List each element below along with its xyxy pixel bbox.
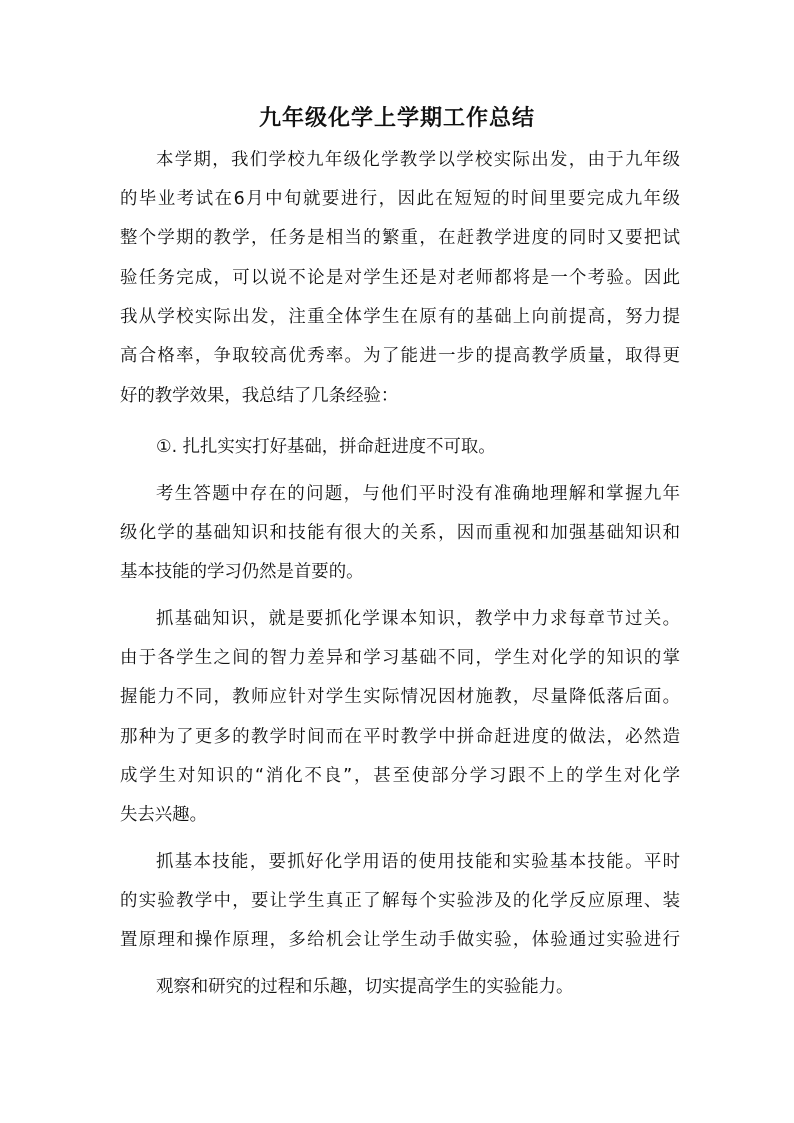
body-line: 置原理和操作原理，多给机会让学生动手做实验，体验通过实验进行: [120, 930, 680, 950]
body-line: 由于各学生之间的智力差异和学习基础不同，学生对化学的知识的掌: [120, 648, 680, 668]
body-line: 失去兴趣。: [120, 805, 207, 825]
body-line: 的实验教学中，要让学生真正了解每个实验涉及的化学反应原理、装: [120, 891, 680, 911]
body-line: 握能力不同，教师应针对学生实际情况因材施教，尽量降低落后面。: [120, 687, 680, 707]
body-line: 整个学期的教学，任务是相当的繁重，在赶教学进度的同时又要把试: [120, 228, 680, 248]
body-line: 级化学的基础知识和技能有很大的关系，因而重视和加强基础知识和: [120, 523, 680, 543]
body-line: 成学生对知识的“消化不良”，甚至使部分学习跟不上的学生对化学: [120, 766, 680, 786]
body-line: 验任务完成，可以说不论是对学生还是对老师都将是一个考验。因此: [120, 268, 680, 288]
body-line: 的毕业考试在6月中旬就要进行，因此在短短的时间里要完成九年级: [120, 189, 680, 209]
body-line: 基本技能的学习仍然是首要的。: [120, 562, 364, 582]
document-title: 九年级化学上学期工作总结: [258, 105, 535, 131]
body-line: 我从学校实际出发，注重全体学生在原有的基础上向前提高，努力提: [120, 307, 680, 327]
body-line: 观察和研究的过程和乐趣，切实提高学生的实验能力。: [156, 977, 574, 997]
body-line: 抓基本技能，要抓好化学用语的使用技能和实验基本技能。平时: [156, 852, 680, 872]
body-line: 考生答题中存在的问题，与他们平时没有准确地理解和掌握九年: [156, 484, 680, 504]
body-line: 那种为了更多的教学时间而在平时教学中拼命赶进度的做法，必然造: [120, 727, 680, 747]
body-line: 抓基础知识，就是要抓化学课本知识，教学中力求每章节过关。: [156, 609, 680, 629]
list-item: ①. 扎扎实实打好基础，拼命赶进度不可取。: [156, 437, 496, 457]
body-line: 本学期，我们学校九年级化学教学以学校实际出发，由于九年级: [156, 150, 680, 170]
body-line: 好的教学效果，我总结了几条经验：: [120, 386, 399, 406]
body-line: 高合格率，争取较高优秀率。为了能进一步的提高教学质量，取得更: [120, 346, 680, 366]
